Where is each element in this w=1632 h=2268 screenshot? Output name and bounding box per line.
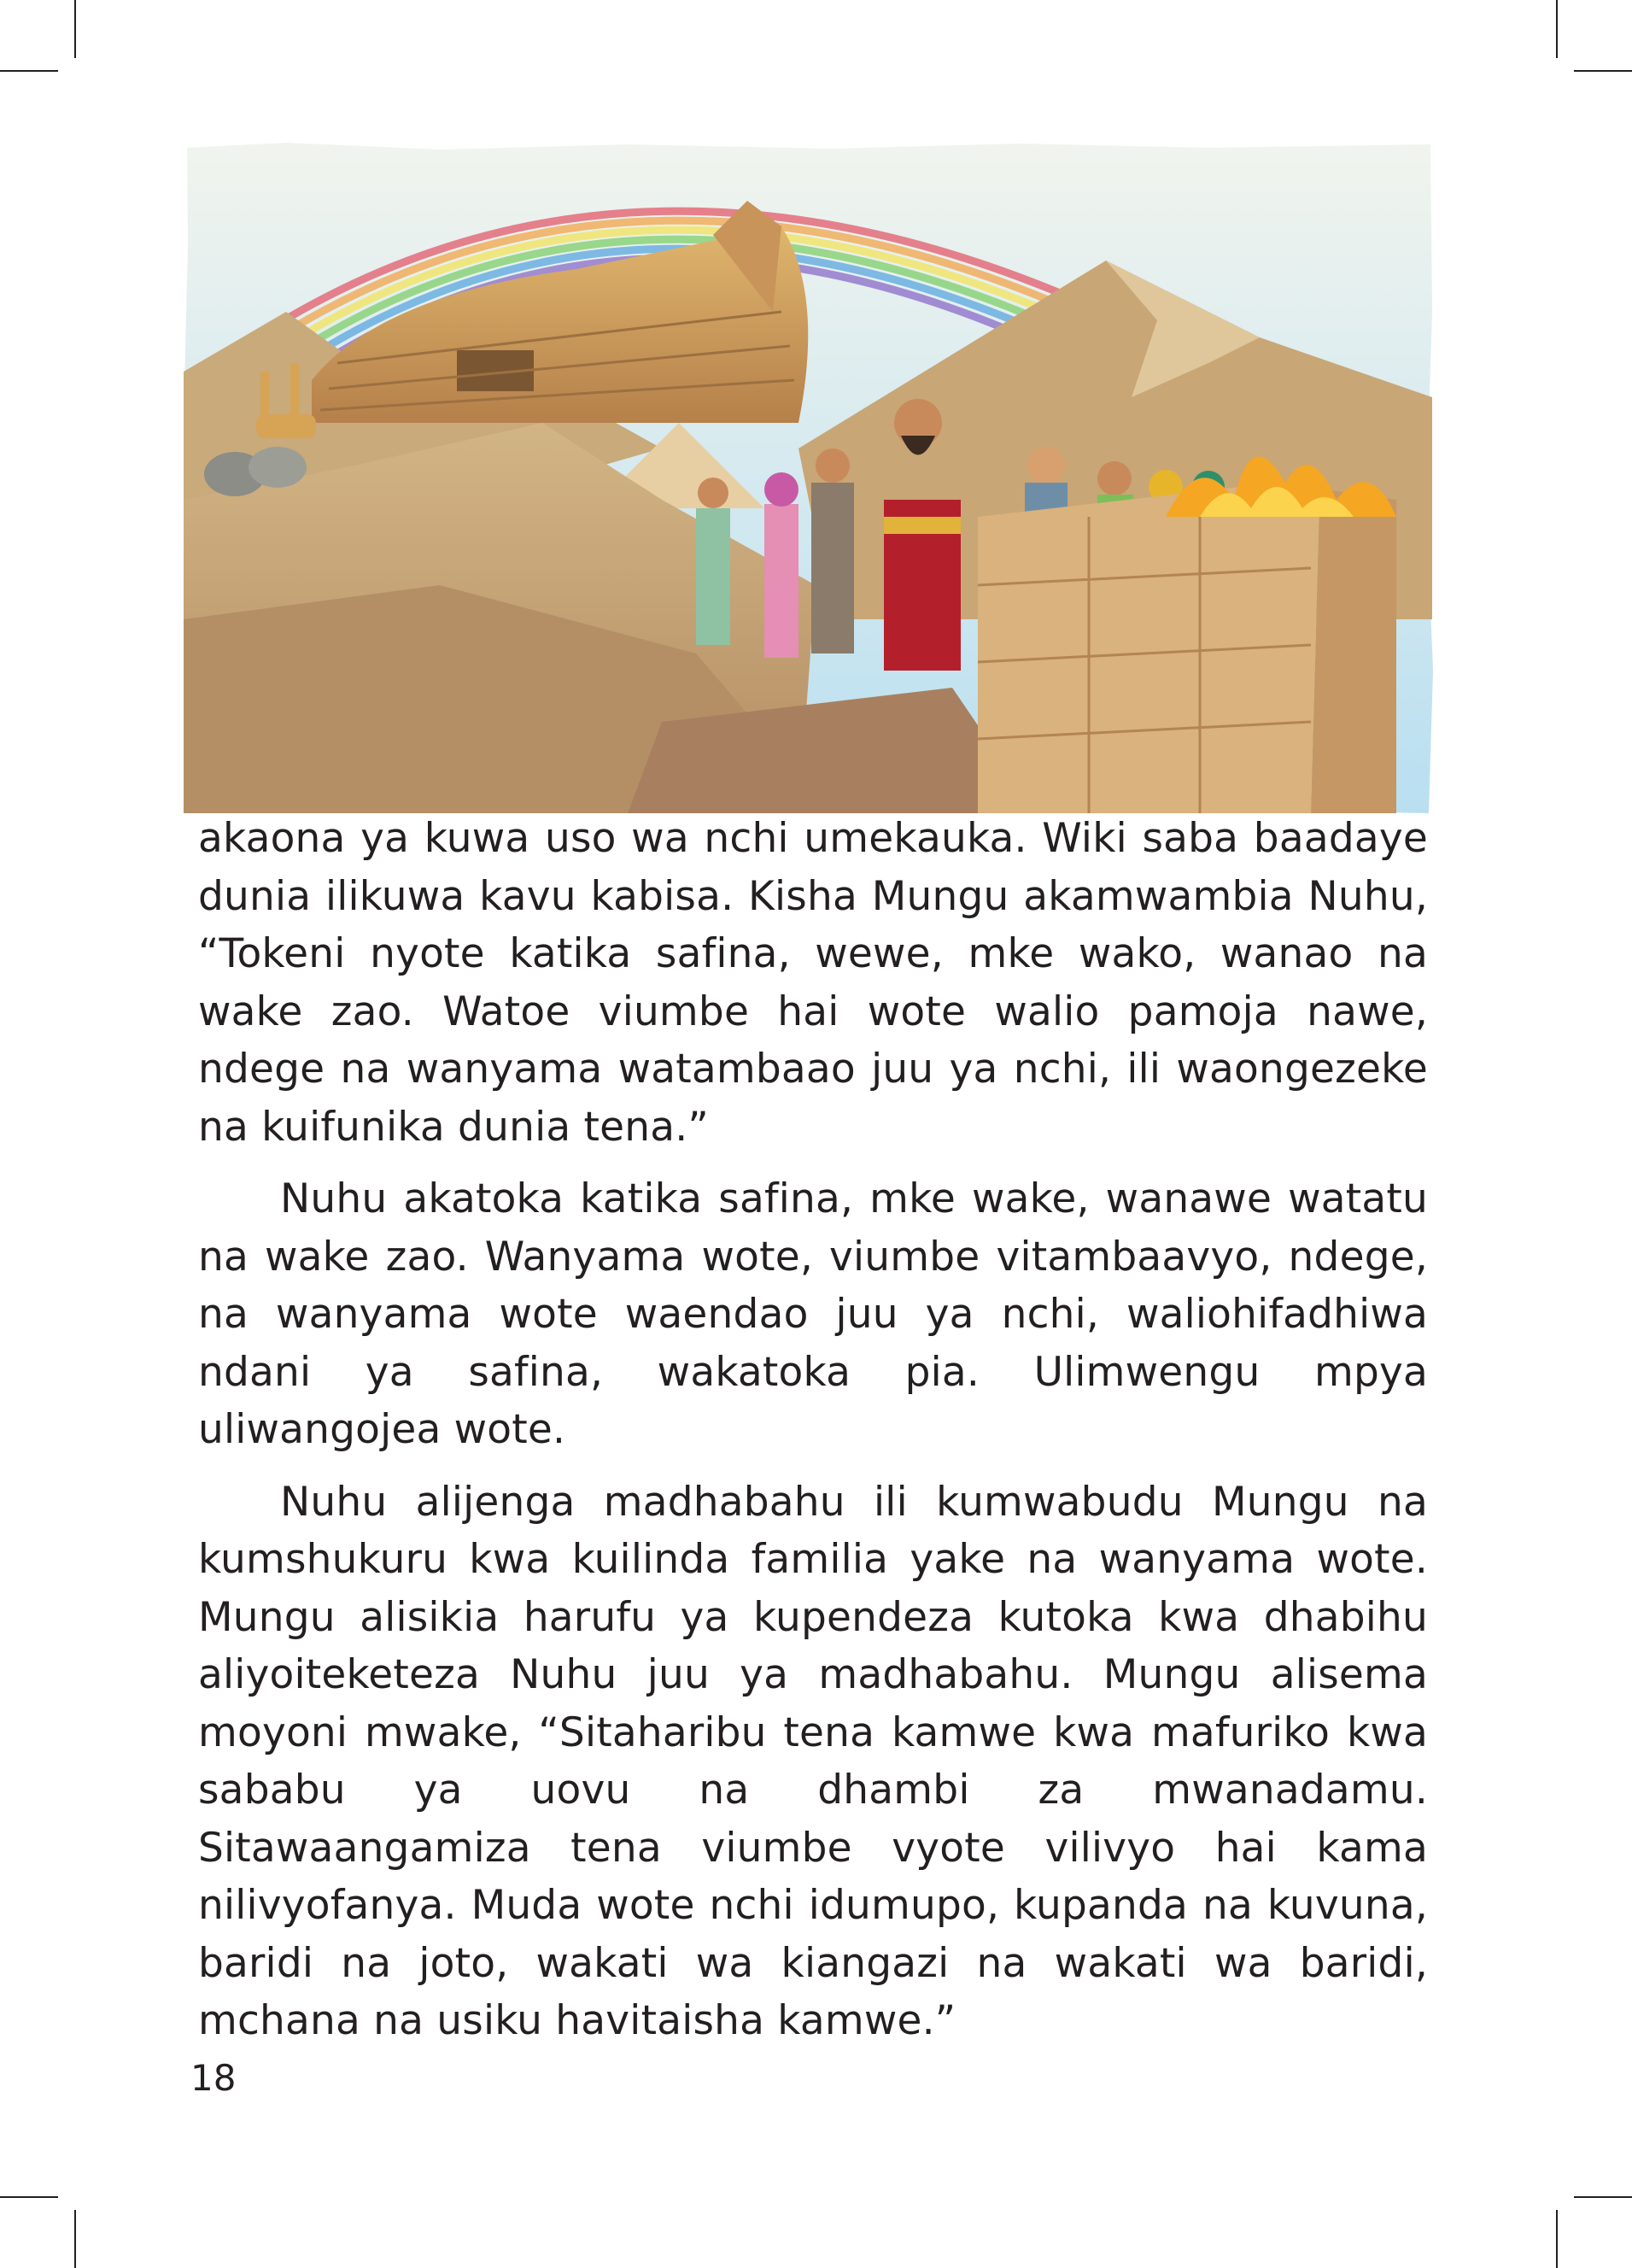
crop-mark — [74, 0, 76, 58]
crop-mark — [0, 2196, 58, 2198]
crop-mark — [0, 70, 58, 72]
crop-mark — [1556, 0, 1558, 58]
page-number: 18 — [190, 2057, 237, 2099]
paragraph: Nuhu akatoka katika safina, mke wake, wanawe watatu na wake zao. Wanyama wote, viumbe vitambaavyo, ndege, na wanyama wote waendao juu ya nchi, waliohifadhiwa ndani ya safina, wakatoka pia. Ulimwengu mpya uliwangojea wote. — [198, 1175, 1428, 1453]
crop-mark — [1574, 70, 1632, 72]
noah-altar-rainbow-illustration — [184, 141, 1436, 813]
story-text — [198, 810, 1428, 2065]
paragraph: Nuhu alijenga madhabahu ili kumwabudu Mungu na kumshukuru kwa kuilinda familia yake na wanyama wote. Mungu alisikia harufu ya kupendeza kutoka kwa dhabihu aliyoiteketeza Nuhu juu ya madhabahu. Mungu alisema moyoni mwake, “Sitaharibu tena kamwe kwa mafuriko kwa sababu ya uovu na dhambi za mwanadamu. Sitawaangamiza tena viumbe vyote vilivyo hai kama nilivyofanya. Muda wote nchi idumupo, kupanda na kuvuna, baridi na joto, wakati wa kiangazi na wakati wa baridi, mchana na usiku havitaisha kamwe.” — [198, 1478, 1428, 2044]
crop-mark — [74, 2210, 76, 2268]
crop-mark — [1574, 2196, 1632, 2198]
paragraph: akaona ya kuwa uso wa nchi umekauka. Wiki saba baadaye dunia ilikuwa kavu kabisa. Kisha Mungu akamwambia Nuhu, “Tokeni nyote katika safina, wewe, mke wako, wanao na wake zao. Watoe viumbe hai wote walio pamoja nawe, ndege na wanyama watambaao juu ya nchi, ili waongezeke na kuifunika dunia tena.” — [198, 815, 1428, 1151]
crop-mark — [1556, 2210, 1558, 2268]
